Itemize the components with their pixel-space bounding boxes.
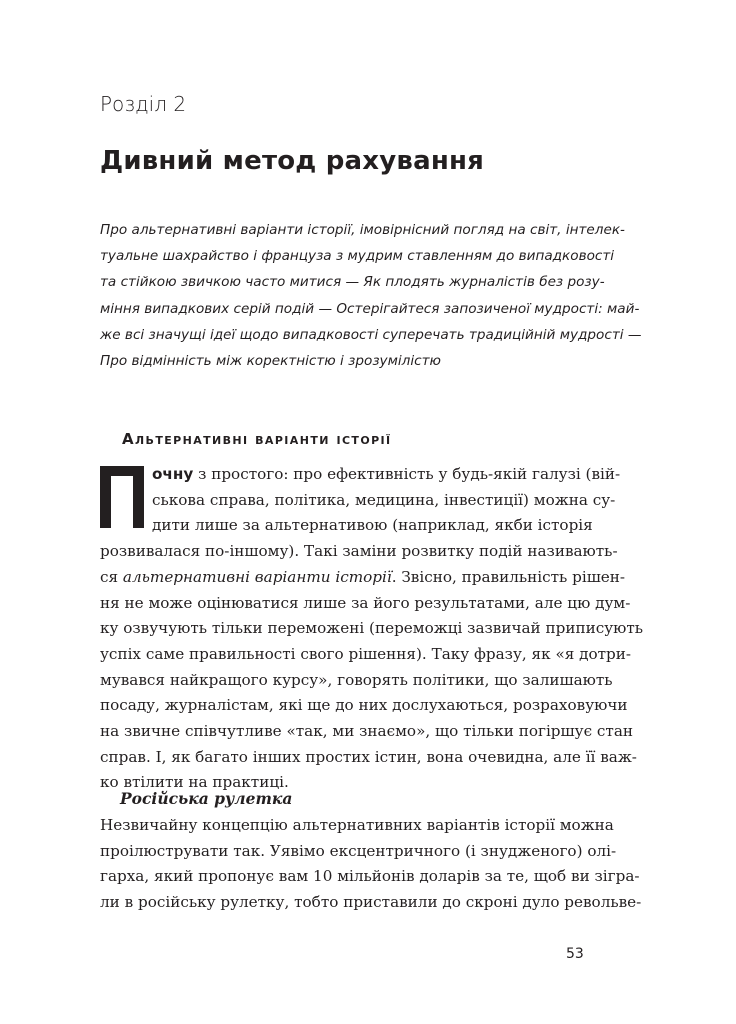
body-line: Незвичайну концепцію альтернативних варіантів історії можна bbox=[100, 816, 614, 834]
body-text: ся bbox=[100, 567, 123, 586]
body-line: мувався найкращого курсу», говорять політики, що залишають bbox=[100, 670, 613, 689]
body-text: . Звісно, правильність рішен- bbox=[391, 567, 626, 586]
epigraph-line: же всі значущі ідеї щодо випадковості суперечать традиційній мудрості — bbox=[100, 326, 642, 343]
epigraph-line: міння випадкових серій подій — Остерігайтеся запозиченої мудрості: май- bbox=[100, 300, 640, 317]
body-line: проілюструвати так. Уявімо ексцентричного (і знудженого) олі- bbox=[100, 841, 617, 860]
body-line: успіх саме правильності свого рішення). Таку фразу, як «я дотри- bbox=[100, 644, 632, 663]
epigraph-line: та стійкою звичкою часто митися — Як плодять журналістів без розу- bbox=[100, 274, 605, 291]
epigraph-line: Про відмінність між коректністю і зрозумілістю bbox=[100, 353, 441, 370]
chapter-epigraph bbox=[100, 217, 640, 374]
body-line bbox=[100, 462, 640, 488]
section-body bbox=[100, 462, 644, 796]
body-line: ли в російську рулетку, тобто приставили до скроні дуло револьве- bbox=[100, 893, 642, 912]
body-line: дити лише за альтернативою (наприклад, якби історія bbox=[152, 516, 593, 535]
epigraph-line: туальне шахрайство і француза з мудрим ставленням до випадковості bbox=[100, 248, 615, 265]
body-line: ку озвучують тільки переможені (переможці зазвичай приписують bbox=[100, 619, 644, 638]
body-line: на звичне співчутливе «так, ми знаємо», що тільки погіршує стан bbox=[100, 722, 634, 741]
chapter-label: Розділ 2 bbox=[100, 92, 187, 116]
body-line: посаду, журналістам, які ще до них дослухаються, розраховуючи bbox=[100, 696, 628, 715]
body-line bbox=[100, 565, 640, 591]
epigraph-line: Про альтернативні варіанти історії, імовірнісний погляд на світ, інтелек- bbox=[100, 222, 625, 238]
body-line: ко втілити на практиці. bbox=[100, 773, 289, 792]
body-text: з простого: про ефективність у будь-якій галузі (вій- bbox=[193, 465, 621, 483]
subsection-heading: Російська рулетка bbox=[120, 789, 293, 808]
subsection-body bbox=[100, 813, 640, 916]
emphasis-term: альтернативні варіанти історії bbox=[122, 567, 392, 586]
lead-word: очну bbox=[152, 465, 194, 483]
chapter-title: Дивний метод рахування bbox=[100, 146, 485, 176]
body-line: справ. І, як багато інших простих істин, вона очевидна, але її важ- bbox=[100, 747, 637, 766]
page-number: 53 bbox=[566, 946, 584, 962]
body-line: гарха, який пропонує вам 10 мільйонів доларів за те, щоб ви зігра- bbox=[100, 867, 640, 886]
body-line: розвивалася по-іншому). Такі заміни розвитку подій називають- bbox=[100, 542, 618, 561]
body-line: ськова справа, політика, медицина, інвестиції) можна су- bbox=[152, 490, 616, 509]
section-heading: Альтернативні варіанти історії bbox=[122, 430, 392, 448]
body-line: ня не може оцінюватися лише за його результатами, але цю дум- bbox=[100, 593, 631, 612]
